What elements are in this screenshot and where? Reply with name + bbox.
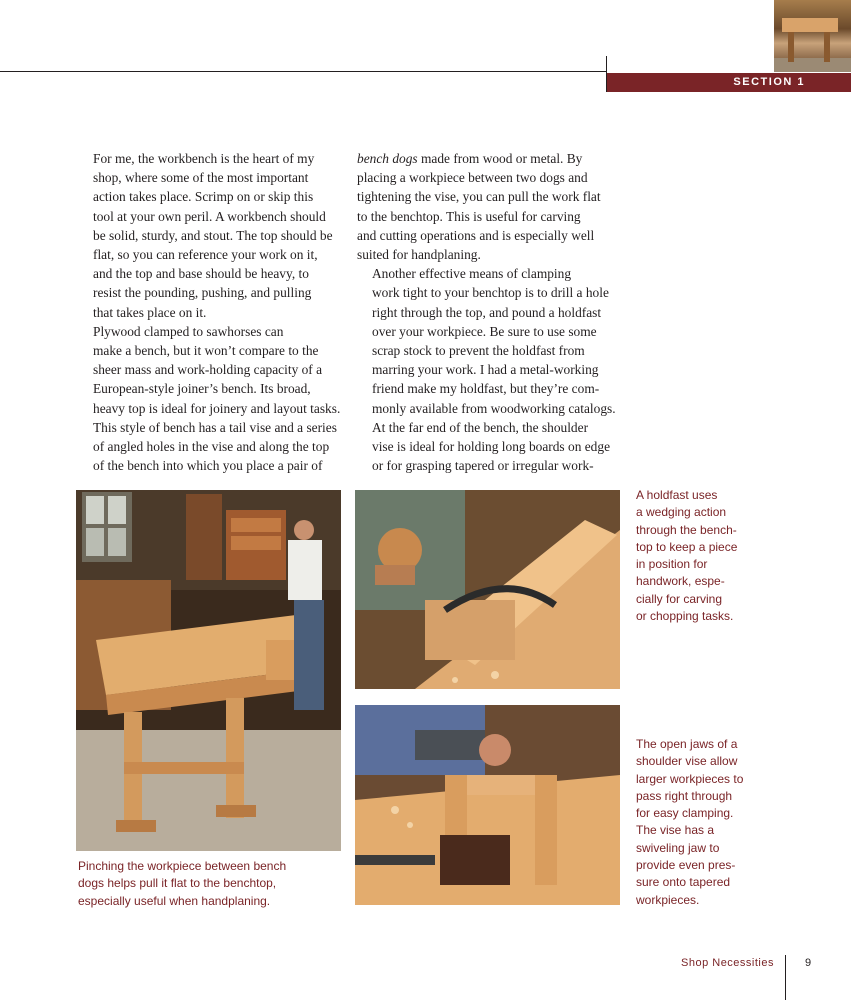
text-line: be solid, sturdy, and stout. The top should be bbox=[93, 227, 333, 243]
caption-line: pass right through bbox=[636, 788, 733, 803]
caption-shoulder-vise bbox=[636, 736, 776, 909]
caption-line: cially for carving bbox=[636, 591, 723, 606]
caption-line: a wedging action bbox=[636, 505, 727, 520]
text-line: work tight to your benchtop is to drill a hole bbox=[372, 285, 609, 301]
text-line: European-style joiner’s bench. Its broad, bbox=[93, 381, 311, 397]
text-line: tool at your own peril. A workbench should bbox=[93, 208, 326, 224]
text-line: For me, the workbench is the heart of my bbox=[93, 151, 315, 166]
caption-line: especially useful when handplaning. bbox=[78, 893, 271, 908]
caption-line: The open jaws of a bbox=[636, 737, 738, 751]
section-label: SECTION 1 bbox=[607, 73, 851, 92]
paragraph bbox=[78, 149, 342, 322]
paragraph bbox=[357, 418, 621, 476]
text-line: This style of bench has a tail vise and a series bbox=[93, 419, 337, 435]
paragraph bbox=[78, 322, 342, 476]
body-column-2 bbox=[357, 149, 621, 475]
text-line: action takes place. Scrimp on or skip this bbox=[93, 189, 314, 205]
caption-line: for easy clamping. bbox=[636, 806, 734, 821]
caption-line: A holdfast uses bbox=[636, 488, 718, 502]
text-line: sheer mass and work-holding capacity of a bbox=[93, 362, 323, 378]
text-line: At the far end of the bench, the shoulder bbox=[372, 419, 589, 435]
text-line: of the bench into which you place a pair of bbox=[93, 458, 323, 474]
body-column-1 bbox=[78, 149, 342, 475]
text-line: placing a workpiece between two dogs and bbox=[357, 170, 588, 186]
page-number: 9 bbox=[805, 957, 812, 969]
caption-line: shoulder vise allow bbox=[636, 754, 738, 769]
caption-line: in position for bbox=[636, 557, 708, 572]
shoulder-vise-photo bbox=[355, 705, 620, 905]
paragraph bbox=[357, 264, 621, 418]
caption-line: The vise has a bbox=[636, 823, 715, 838]
caption-workbench bbox=[78, 858, 348, 910]
text-line: and cutting operations and is especially well bbox=[357, 227, 595, 243]
workbench-photo bbox=[76, 490, 341, 851]
text-line: make a bench, but it won’t compare to the bbox=[93, 343, 319, 359]
text-line: tightening the vise, you can pull the work flat bbox=[357, 189, 601, 205]
text-line: monly available from woodworking catalogs. bbox=[372, 400, 616, 416]
text-line: shop, where some of the most important bbox=[93, 170, 309, 186]
text-line: right through the top, and pound a holdfast bbox=[372, 304, 602, 320]
caption-line: sure onto tapered bbox=[636, 875, 731, 890]
holdfast-photo bbox=[355, 490, 620, 689]
text-line: to the benchtop. This is useful for carving bbox=[357, 208, 581, 224]
text-line: vise is ideal for holding long boards on edge bbox=[372, 439, 611, 455]
caption-holdfast bbox=[636, 487, 776, 625]
text-line: or for grasping tapered or irregular work- bbox=[372, 458, 594, 474]
text-fragment: made from wood or metal. By bbox=[417, 151, 583, 166]
text-line: flat, so you can reference your work on it, bbox=[93, 247, 318, 263]
italic-term: bench dogs bbox=[357, 151, 418, 166]
caption-line: or chopping tasks. bbox=[636, 609, 734, 624]
caption-line: larger workpieces to bbox=[636, 771, 744, 786]
header-rule bbox=[0, 71, 606, 72]
caption-line: dogs helps pull it flat to the benchtop, bbox=[78, 876, 277, 891]
footer-rule bbox=[785, 955, 786, 1000]
text-line: scrap stock to prevent the holdfast from bbox=[372, 343, 585, 359]
text-line bbox=[357, 149, 621, 168]
text-line: heavy top is ideal for joinery and layout tasks. bbox=[93, 400, 341, 416]
text-line: resist the pounding, pushing, and pulling bbox=[93, 285, 312, 301]
text-line: of angled holes in the vise and along the top bbox=[93, 439, 330, 455]
caption-line: Pinching the workpiece between bench bbox=[78, 859, 287, 873]
text-line: over your workpiece. Be sure to use some bbox=[372, 323, 597, 339]
text-line: Another effective means of clamping bbox=[372, 266, 572, 282]
text-line: and the top and base should be heavy, to bbox=[93, 266, 309, 282]
text-line: Plywood clamped to sawhorses can bbox=[93, 323, 284, 339]
text-line: friend make my holdfast, but they’re com- bbox=[372, 381, 600, 397]
caption-line: provide even pres- bbox=[636, 858, 736, 873]
text-line: suited for handplaning. bbox=[357, 247, 481, 263]
caption-line: top to keep a piece bbox=[636, 539, 738, 554]
section-thumbnail-photo bbox=[774, 0, 851, 72]
paragraph bbox=[357, 149, 621, 264]
text-line: that takes place on it. bbox=[93, 304, 207, 320]
caption-line: through the bench- bbox=[636, 522, 737, 537]
caption-line: workpieces. bbox=[636, 892, 700, 907]
text-line: marring your work. I had a metal-working bbox=[372, 362, 599, 378]
caption-line: handwork, espe- bbox=[636, 574, 725, 589]
chapter-title: Shop Necessities bbox=[681, 957, 774, 969]
caption-line: swiveling jaw to bbox=[636, 840, 720, 855]
